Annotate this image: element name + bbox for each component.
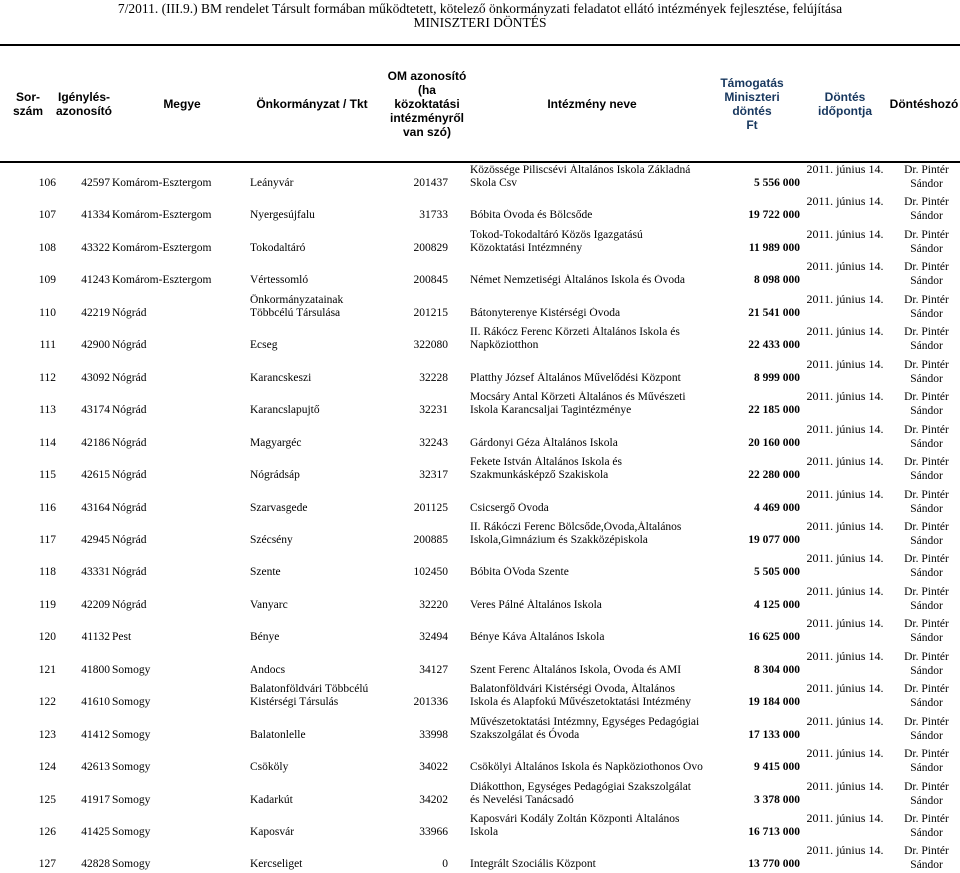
municipality: Kadarkút (250, 793, 293, 806)
decision-date: 2011. június 14. (806, 551, 884, 566)
decision-maker: Dr. Pintér Sándor (904, 553, 949, 580)
table-row (0, 290, 960, 322)
county: Somogy (112, 696, 151, 709)
request-id: 43331 (81, 566, 110, 579)
request-id: 41132 (81, 631, 110, 644)
decision-maker: Dr. Pintér Sándor (904, 358, 949, 385)
municipality: Nyergesújfalu (250, 209, 315, 222)
request-id: 42186 (81, 436, 110, 449)
om-id: 32228 (419, 371, 448, 384)
om-id: 200885 (413, 533, 448, 546)
county: Nógrád (112, 404, 147, 417)
county: Pest (112, 631, 132, 644)
institution-name: Művészetoktatási Intézmny, Egységes Pedagógiai Szakszolgálat és Óvoda (470, 715, 700, 741)
decision-maker: Dr. Pintér Sándor (904, 293, 949, 320)
institution-name: Kaposvári Kodály Zoltán Központi Általános Iskola (470, 813, 680, 838)
municipality: Nógrádsáp (250, 469, 300, 482)
support-amount: 5 505 000 (754, 566, 800, 579)
request-id: 41610 (81, 696, 110, 709)
support-amount: 21 541 000 (748, 306, 800, 319)
municipality: Magyargéc (250, 436, 302, 449)
municipality: Szente (250, 566, 281, 579)
table-row (0, 257, 960, 289)
col-header-institution: Intézmény neve (547, 96, 637, 111)
row-number: 122 (38, 696, 56, 709)
institution-name: Tokod-Tokodaltáró Közös Igazgatású Közoktatási Intézmnény (470, 228, 643, 254)
decision-date: 2011. június 14. (806, 713, 884, 728)
institution-name: Bóbita Óvoda és Bölcsőde (470, 209, 593, 222)
institution-name: Közössége Piliscsévi Általános Iskola Základná Skola Csv (470, 164, 691, 189)
municipality: Vanyarc (250, 598, 288, 611)
row-number: 117 (39, 533, 56, 546)
request-id: 41917 (81, 793, 110, 806)
support-amount: 17 133 000 (748, 728, 800, 741)
decision-maker: Dr. Pintér Sándor (904, 715, 949, 742)
decision-maker: Dr. Pintér Sándor (904, 423, 949, 450)
institution-name: Gárdonyi Géza Általános Iskola (470, 436, 618, 449)
table-row (0, 355, 960, 387)
county: Somogy (112, 826, 151, 838)
table-row (0, 582, 960, 614)
om-id: 201215 (413, 306, 448, 319)
col-header-amount: Támogatás Miniszteri döntés Ft (720, 75, 784, 132)
table-row (0, 420, 960, 452)
county: Nógrád (112, 566, 147, 579)
table-row (0, 517, 960, 549)
municipality: Bénye (250, 631, 280, 644)
decision-date: 2011. június 14. (806, 648, 884, 663)
county: Komárom-Esztergom (112, 241, 212, 254)
decision-maker: Dr. Pintér Sándor (904, 585, 949, 612)
support-amount: 4 125 000 (754, 598, 800, 611)
request-id: 42219 (81, 306, 110, 319)
row-number: 108 (38, 241, 56, 254)
row-number: 109 (38, 274, 56, 287)
support-amount: 19 184 000 (748, 696, 800, 709)
institution-name: Német Nemzetiségi Általános Iskola és Óvoda (470, 274, 685, 287)
decision-maker: Dr. Pintér Sándor (904, 261, 949, 288)
table-row (0, 322, 960, 354)
support-amount: 5 556 000 (754, 177, 800, 189)
om-id: 200829 (413, 241, 448, 254)
om-id: 34127 (419, 663, 448, 676)
support-amount: 9 415 000 (754, 761, 800, 774)
decision-date: 2011. június 14. (806, 843, 884, 858)
row-number: 119 (39, 598, 56, 611)
municipality: Balatonlelle (250, 728, 306, 741)
table-row (0, 744, 960, 776)
request-id: 43322 (81, 241, 110, 254)
decision-maker: Dr. Pintér Sándor (904, 813, 949, 839)
om-id: 34022 (419, 761, 448, 774)
row-number: 107 (38, 209, 56, 222)
support-amount: 22 185 000 (748, 404, 800, 417)
support-amount: 20 160 000 (748, 436, 800, 449)
institution-name: II. Rákócz Ferenc Körzeti Általános Iskola és Napköziotthon (470, 326, 680, 352)
table-row (0, 192, 960, 224)
row-number: 111 (39, 339, 56, 352)
request-id: 43092 (81, 371, 110, 384)
row-number: 116 (39, 501, 56, 514)
county: Somogy (112, 761, 151, 774)
county: Komárom-Esztergom (112, 274, 212, 287)
support-amount: 4 469 000 (754, 501, 800, 514)
document-title: 7/2011. (III.9.) BM rendelet Társult formában működtetett, kötelező önkormányzati feladatot ellátó intézmények fejlesztése, felújítása (117, 1, 843, 16)
institution-name: Csökölyi Általános Iskola és Napköziothonos Óvo (470, 761, 703, 774)
table-row (0, 712, 960, 744)
request-id: 42900 (81, 339, 110, 352)
decision-date: 2011. június 14. (806, 324, 884, 339)
om-id: 102450 (413, 566, 448, 579)
decision-date: 2011. június 14. (806, 454, 884, 469)
table-row (0, 841, 960, 873)
county: Somogy (112, 858, 151, 871)
row-number: 124 (38, 761, 56, 774)
county: Nógrád (112, 501, 147, 514)
table-row (0, 452, 960, 484)
support-amount: 8 304 000 (754, 663, 800, 676)
institution-name: Platthy József Általános Művelődési Központ (470, 371, 681, 384)
table-row (0, 160, 960, 192)
row-number: 121 (38, 663, 56, 676)
om-id: 0 (442, 858, 448, 871)
institution-name: Csicsergő Óvoda (470, 501, 549, 514)
decision-maker: Dr. Pintér Sándor (904, 683, 949, 710)
request-id: 41425 (81, 826, 110, 838)
municipality: Kercseliget (250, 858, 303, 871)
decision-maker: Dr. Pintér Sándor (904, 488, 949, 515)
row-number: 106 (38, 177, 56, 189)
county: Nógrád (112, 469, 147, 482)
support-amount: 11 989 000 (748, 241, 800, 254)
municipality: Kaposvár (250, 826, 295, 838)
support-amount: 13 770 000 (748, 858, 800, 871)
decision-maker: Dr. Pintér Sándor (904, 326, 949, 353)
decision-date: 2011. június 14. (806, 259, 884, 274)
institution-name: Fekete István Általános Iskola és Szakmunkásképző Szakiskola (470, 456, 623, 482)
county: Nógrád (112, 436, 147, 449)
decision-date: 2011. június 14. (806, 421, 884, 436)
decision-maker: Dr. Pintér Sándor (904, 748, 949, 775)
decision-maker: Dr. Pintér Sándor (904, 618, 949, 645)
decision-date: 2011. június 14. (806, 291, 884, 306)
institution-name: Diákotthon, Egységes Pedagógiai Szakszolgálat és Nevelési Tanácsadó (470, 780, 692, 806)
decision-date: 2011. június 14. (806, 518, 884, 533)
col-header-county: Megye (163, 96, 201, 111)
request-id: 43164 (81, 501, 110, 514)
table-row (0, 809, 960, 841)
table-row (0, 485, 960, 517)
table-row (0, 549, 960, 581)
institution-name: Veres Pálné Általános Iskola (470, 598, 602, 611)
row-number: 127 (38, 858, 56, 871)
om-id: 201125 (413, 501, 448, 514)
row-number: 120 (38, 631, 56, 644)
county: Nógrád (112, 339, 147, 352)
col-header-decision-date: Döntés időpontja (818, 89, 872, 118)
decision-date: 2011. június 14. (806, 778, 884, 793)
decision-maker: Dr. Pintér Sándor (904, 228, 949, 255)
institution-name: Bátonyterenye Kistérségi Óvoda (470, 306, 621, 319)
row-number: 126 (38, 826, 56, 838)
institution-name: Bóbita ÓVoda Szente (470, 566, 569, 579)
support-amount: 19 722 000 (748, 209, 800, 222)
decision-maker: Dr. Pintér Sándor (904, 391, 949, 418)
municipality: Tokodaltáró (250, 241, 306, 254)
decision-maker: Dr. Pintér Sándor (904, 456, 949, 483)
row-number: 125 (38, 793, 56, 806)
support-amount: 16 625 000 (748, 631, 800, 644)
support-amount: 3 378 000 (754, 793, 800, 806)
request-id: 42613 (81, 761, 110, 774)
decision-date: 2011. június 14. (806, 389, 884, 404)
om-id: 201437 (413, 177, 448, 189)
row-number: 112 (39, 371, 56, 384)
table-row (0, 647, 960, 679)
om-id: 32494 (419, 631, 448, 644)
table-row (0, 777, 960, 809)
decision-date: 2011. június 14. (806, 486, 884, 501)
col-header-om-id: OM azonosító (ha közoktatási intézményről van szó) (387, 68, 467, 139)
row-number: 118 (39, 566, 56, 579)
municipality: Ecseg (250, 339, 278, 352)
municipality: Balatonföldvári Többcélú Kistérségi Társulás (250, 683, 369, 709)
municipality: Andocs (250, 663, 286, 676)
request-id: 41243 (81, 274, 110, 287)
county: Somogy (112, 728, 151, 741)
om-id: 31733 (419, 209, 448, 222)
municipality: Leányvár (250, 177, 294, 189)
support-amount: 22 280 000 (748, 469, 800, 482)
county: Somogy (112, 663, 151, 676)
col-header-request-id: Igénylés- azonosító (56, 89, 112, 118)
request-id: 41334 (81, 209, 110, 222)
om-id: 32220 (419, 598, 448, 611)
col-header-municipality: Önkormányzat / Tkt (256, 96, 368, 111)
decision-maker: Dr. Pintér Sándor (904, 650, 949, 677)
decision-maker: Dr. Pintér Sándor (904, 164, 949, 190)
municipality: Vértessomló (250, 274, 309, 287)
support-amount: 16 713 000 (748, 826, 800, 838)
decision-maker: Dr. Pintér Sándor (904, 520, 949, 547)
decision-date: 2011. június 14. (806, 681, 884, 696)
request-id: 43174 (81, 404, 110, 417)
table-row (0, 614, 960, 646)
request-id: 41412 (81, 728, 110, 741)
county: Somogy (112, 793, 151, 806)
om-id: 322080 (413, 339, 448, 352)
om-id: 33966 (419, 826, 448, 838)
om-id: 33998 (419, 728, 448, 741)
county: Komárom-Esztergom (112, 177, 212, 189)
county: Nógrád (112, 306, 147, 319)
institution-name: Szent Ferenc Általános Iskola, Óvoda és AMI (470, 663, 682, 676)
decision-date: 2011. június 14. (806, 616, 884, 631)
row-number: 115 (39, 469, 56, 482)
om-id: 200845 (413, 274, 448, 287)
support-amount: 8 098 000 (754, 274, 800, 287)
row-number: 110 (39, 306, 56, 319)
county: Nógrád (112, 533, 147, 546)
row-number: 114 (39, 436, 56, 449)
institution-name: Balatonföldvári Kistérségi Óvoda, Általános Iskola és Alapfokú Művészetoktatási Intézmény (470, 683, 691, 709)
decision-maker: Dr. Pintér Sándor (904, 196, 949, 223)
request-id: 42209 (81, 598, 110, 611)
municipality: Csököly (250, 761, 289, 774)
request-id: 42945 (81, 533, 110, 546)
support-amount: 19 077 000 (748, 533, 800, 546)
institution-name: Integrált Szociális Központ (470, 858, 596, 871)
document-subtitle: MINISZTERI DÖNTÉS (413, 15, 547, 30)
row-number: 123 (38, 728, 56, 741)
county: Komárom-Esztergom (112, 209, 212, 222)
request-id: 42597 (81, 177, 110, 189)
row-number: 113 (39, 404, 56, 417)
decision-date: 2011. június 14. (806, 226, 884, 241)
decision-date: 2011. június 14. (806, 746, 884, 761)
county: Nógrád (112, 598, 147, 611)
col-header-decision-maker: Döntéshozó (889, 96, 959, 111)
decision-date: 2011. június 14. (806, 583, 884, 598)
table-header (0, 44, 960, 163)
municipality: Karancslapujtő (250, 404, 320, 417)
col-header-row-number: Sor- szám (12, 89, 44, 118)
request-id: 41800 (81, 663, 110, 676)
om-id: 32317 (419, 469, 448, 482)
support-amount: 8 999 000 (754, 371, 800, 384)
request-id: 42615 (81, 469, 110, 482)
om-id: 201336 (413, 696, 448, 709)
county: Nógrád (112, 371, 147, 384)
decision-date: 2011. június 14. (806, 356, 884, 371)
decision-date: 2011. június 14. (806, 162, 884, 176)
institution-name: Bénye Káva Általános Iskola (470, 631, 605, 644)
municipality: Karancskeszi (250, 371, 312, 384)
decision-maker: Dr. Pintér Sándor (904, 845, 949, 872)
table-row (0, 387, 960, 419)
decision-date: 2011. június 14. (806, 811, 884, 825)
decision-maker: Dr. Pintér Sándor (904, 780, 949, 807)
municipality: Önkormányzatainak Többcélú Társulása (250, 293, 344, 319)
om-id: 32231 (419, 404, 448, 417)
institution-name: Mocsáry Antal Körzeti Általános és Művészeti Iskola Karancsaljai Tagintézménye (470, 391, 686, 417)
table-row (0, 225, 960, 257)
decision-date: 2011. június 14. (806, 194, 884, 209)
institution-name: II. Rákóczi Ferenc Bölcsőde,Óvoda,Általános Iskola,Gimnázium és Szakközépiskola (470, 520, 682, 546)
om-id: 34202 (419, 793, 448, 806)
request-id: 42828 (81, 858, 110, 871)
municipality: Szécsény (250, 533, 293, 546)
table-row (0, 679, 960, 711)
om-id: 32243 (419, 436, 448, 449)
municipality: Szarvasgede (250, 501, 308, 514)
support-amount: 22 433 000 (748, 339, 800, 352)
